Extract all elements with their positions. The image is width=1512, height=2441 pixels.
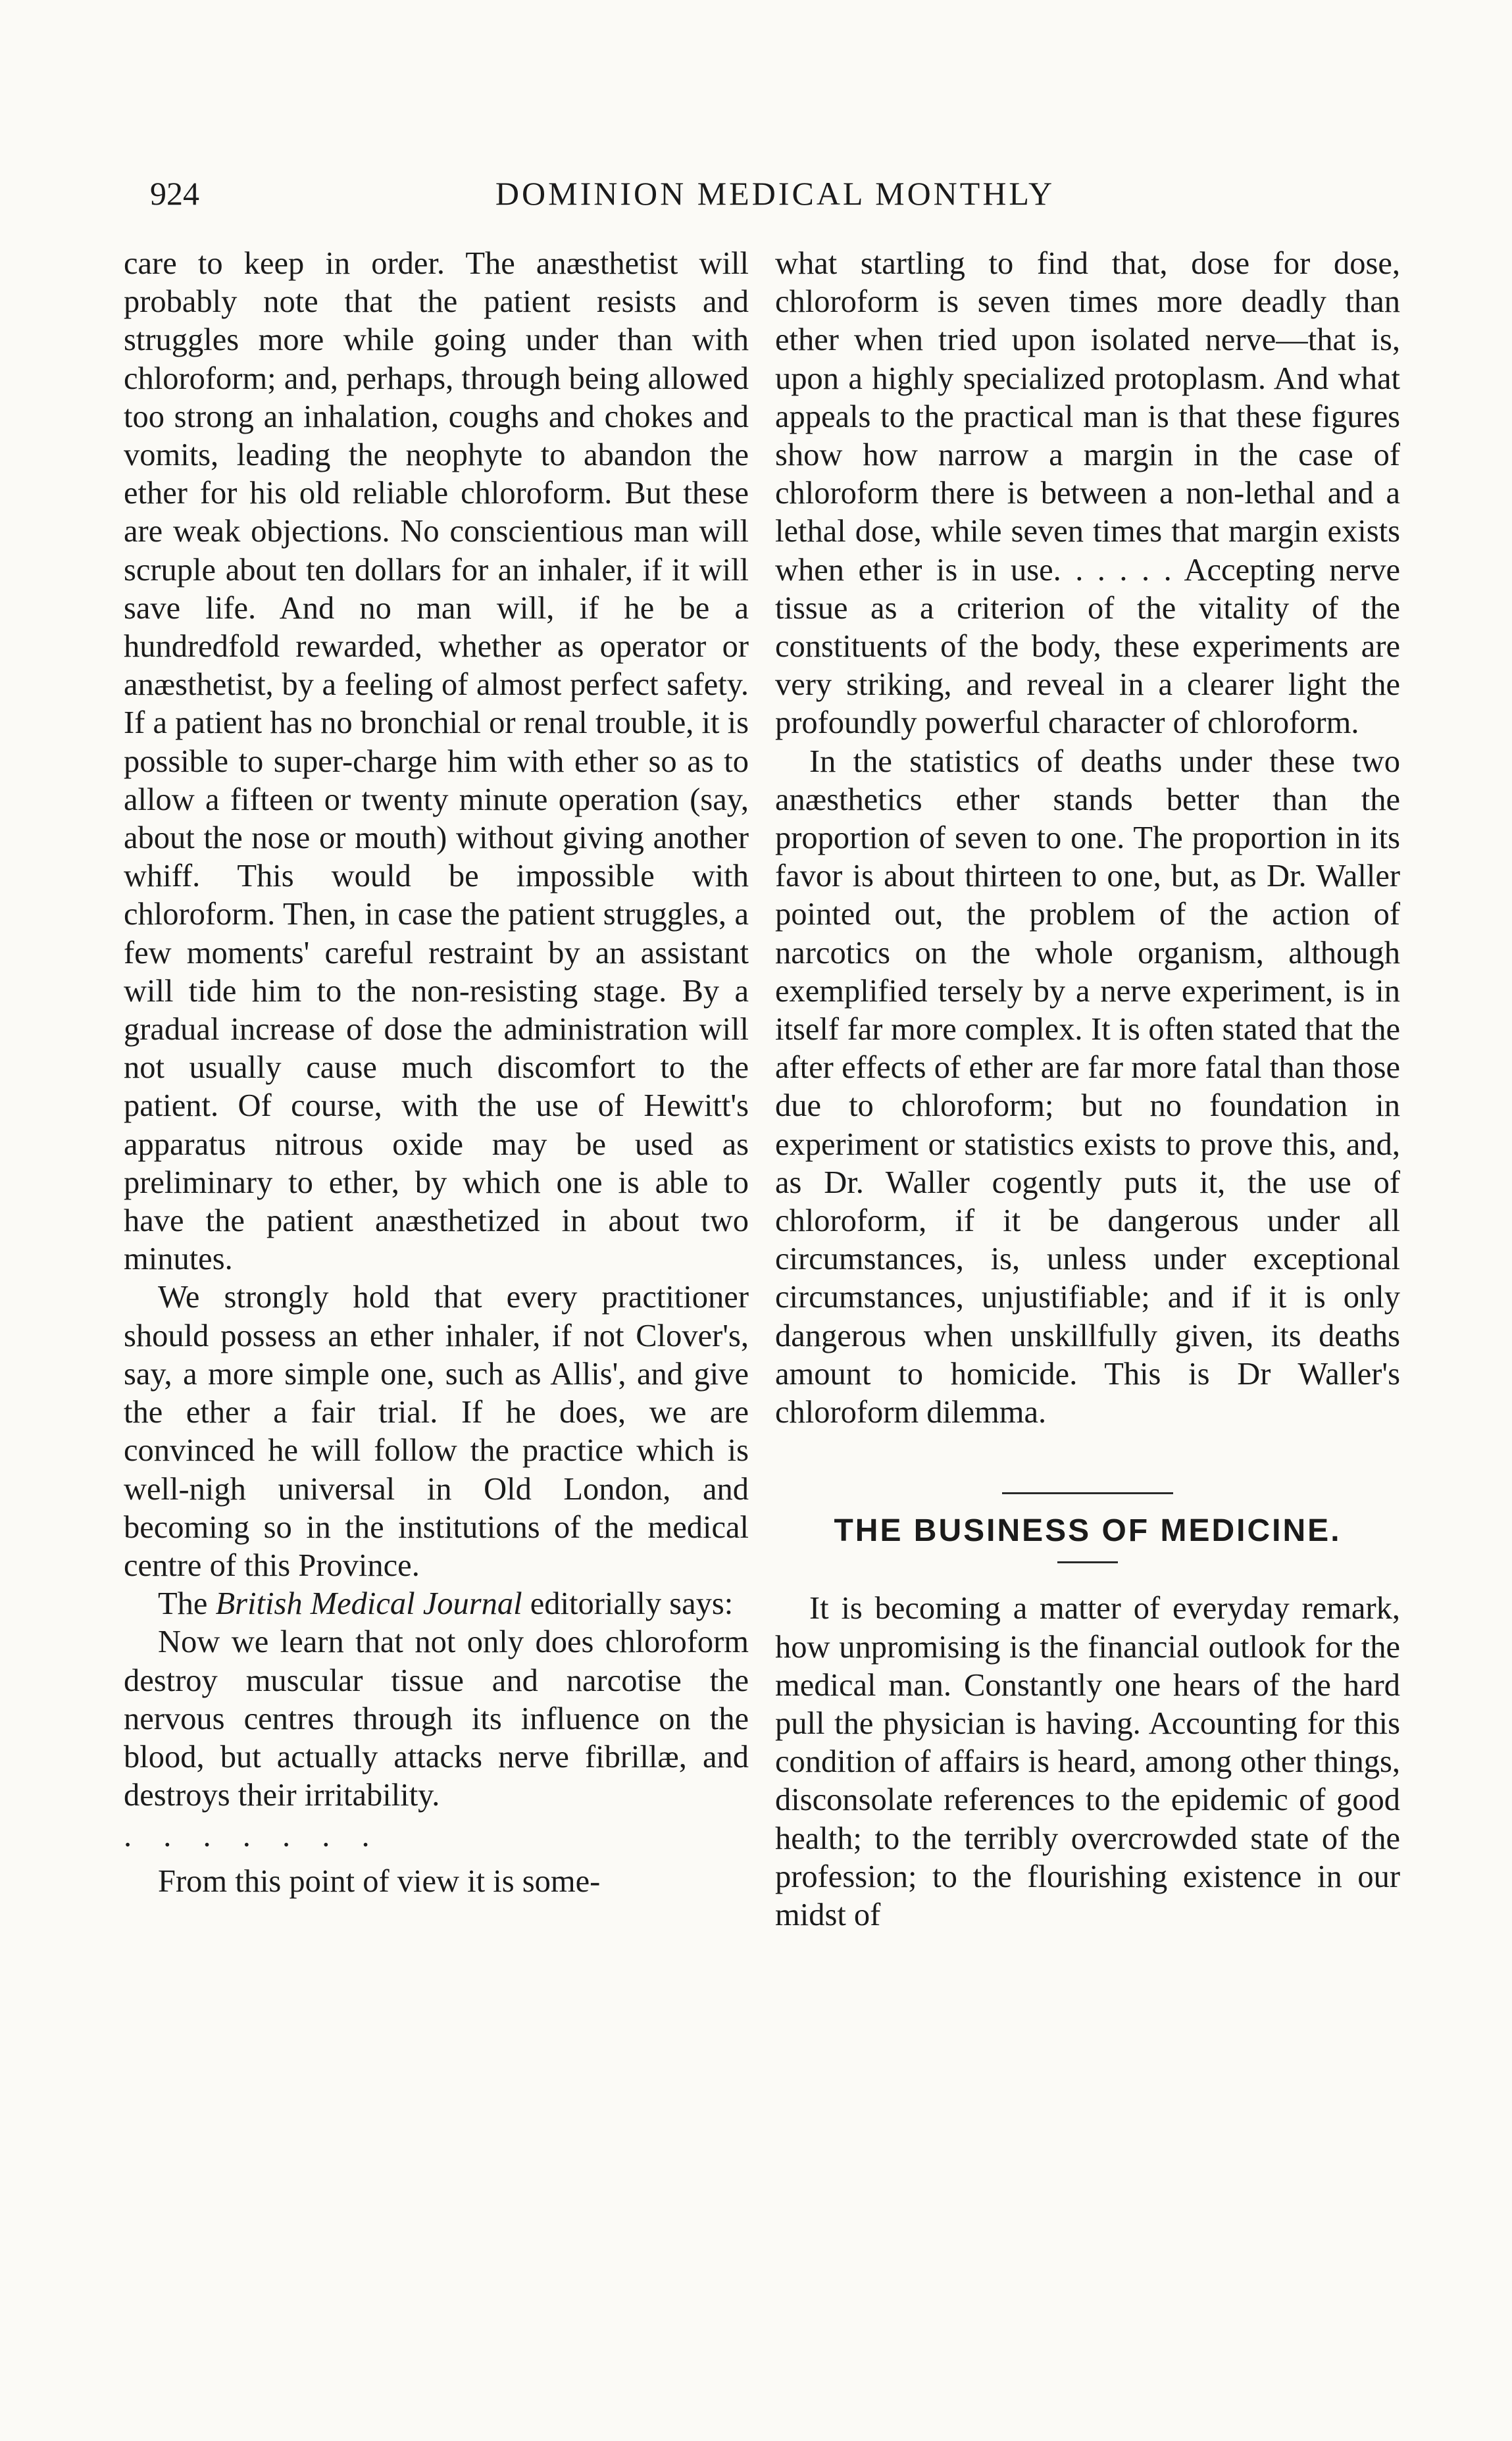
journal-title: British Medical Journal (215, 1586, 522, 1622)
ellipsis-dots: . . . . . . . (124, 1819, 382, 1854)
left-paragraph-1: care to keep in order. The anæsthetist will probably note that the patient resists and struggles more while going under than with chloroform; and, perhaps, through being allowed too strong an inhalation, coughs and chokes and vomits, leading the neophyte to abandon the ether for his old reliable chloroform. But these are weak objections. No conscientious man will scruple about ten dollars for an inhaler, if it will save life. And no man will, if he be a hundredfold rewarded, whether as operator or anæsthetist, by a feeling of almost perfect safety. If a patient has no bronchial or renal trouble, it is possible to super-charge him with ether so as to allow a fifteen or twenty minute operation (say, about the nose or mouth) without giving another whiff. This would be impossible with chloroform. Then, in case the patient struggles, a few moments' careful restraint by an assistant will tide him to the non-resisting stage. By a gradual increase of dose the administration will not usually cause much discomfort to the patient. Of course, with the use of Hewitt's apparatus nitrous oxide may be used as preliminary to ether, by which one is able to have the patient anæsthetized in about two minutes. (124, 246, 749, 1277)
left-paragraph-2: We strongly hold that every practitioner should possess an ether inhaler, if not Clover's, say, a more simple one, such as Allis', and give the ether a fair trial. If he does, we are convinced he will follow the practice which is well-nigh universal in Old London, and becoming so in the institutions of the medical centre of this Province. (124, 1280, 749, 1583)
left-paragraph-5: From this point of view it is some- (158, 1863, 601, 1899)
right-column (775, 245, 1400, 1934)
page-number: 924 (150, 175, 199, 212)
quoted-paragraph: Now we learn that not only does chloroform destroy muscular tissue and narcotise the nervous centres through its influence on the blood, but actually attacks nerve fibrillæ, and destroys their irritability. (124, 1624, 749, 1813)
right-paragraph-3: It is becoming a matter of everyday remark, how unpromising is the financial outlook for the medical man. Constantly one hears of the hard pull the physician is having. Accounting for this condition of affairs is heard, among other things, disconsolate references to the epidemic of good health; to the terribly overcrowded state of the profession; to the flourishing existence in our midst of (775, 1591, 1400, 1932)
right-paragraph-2: In the statistics of deaths under these two anæsthetics ether stands better than the proportion of seven to one. The proportion in its favor is about thirteen to one, but, as Dr. Waller pointed out, the problem of the action of narcotics on the whole organism, although exemplified tersely by a nerve experiment, is in itself far more complex. It is often stated that the after effects of ether are far more fatal than those due to chloroform; but no foundation in experiment or statistics exists to prove this, and, as Dr. Waller cogently puts it, the use of chloroform, if it be dangerous under all circumstances, is, unless under exceptional circumstances, unjustifiable; and if it is only dangerous when unskillfully given, its deaths amount to homicide. This is Dr Waller's chloroform dilemma. (775, 743, 1400, 1430)
heading-underline (1057, 1561, 1118, 1563)
journal-intro-text: The (158, 1586, 216, 1622)
right-paragraph-1: what startling to find that, dose for dose, chloroform is seven times more deadly than ether when tried upon isolated nerve—that is, upon a highly specialized protoplasm. And what appeals to the practical man is that these figures show how narrow a margin in the case of chloroform there is between a non-lethal and a lethal dose, while seven times that margin exists when ether is in use. . . . . . Accepting nerve tissue as a criterion of the vitality of the constituents of the body, these experiments are very striking, and reveal in a clearer light the profoundly powerful character of chloroform. (775, 246, 1400, 741)
running-title: DOMINION MEDICAL MONTHLY (495, 175, 1055, 212)
left-column (124, 245, 749, 1901)
journal-intro-tail: editorially says: (522, 1586, 734, 1622)
page-header (150, 174, 1400, 220)
section-heading: THE BUSINESS OF MEDICINE. (834, 1513, 1342, 1549)
section-divider (1002, 1492, 1173, 1494)
left-paragraph-3 (124, 1585, 749, 1623)
